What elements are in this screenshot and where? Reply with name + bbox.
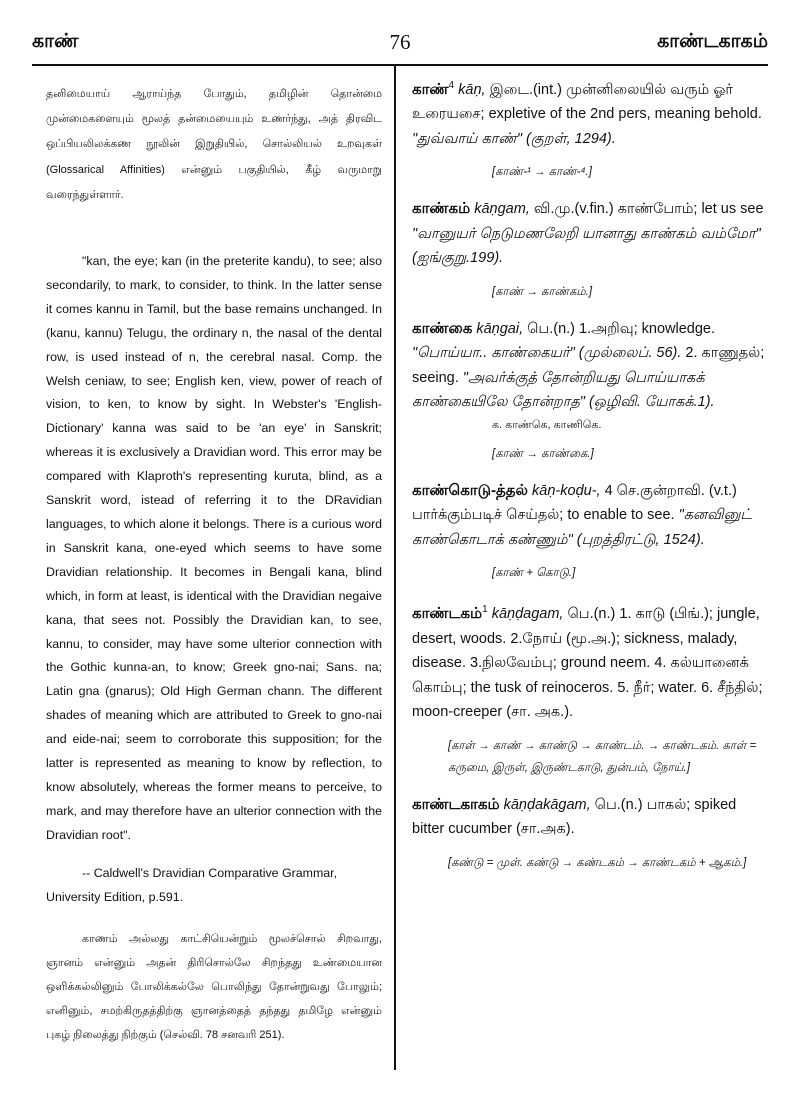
headword: காண் [412,80,449,98]
entry-kaandakaagam [412,793,768,842]
headword: காண்டகம் [412,605,483,623]
cognate-note: க. காண்கெ, காணிகெ. [492,418,602,431]
definition: பெ.(n.) 1.அறிவு; knowledge. [523,320,715,337]
transliteration: kāṇgai, [476,320,524,337]
etymology: [காண் → காண்கம்.] [492,285,593,298]
headword: காண்கம் [412,200,471,218]
definition: பெ.(n.) 1. காடு (பிங்.); jungle, desert, woods. 2.நோய் (மூ.அ.); sickness, malady, disease. 3.நிலவேம்பு; ground neem. 4. கல்யானைக் கொம்பு; the tusk of reinoceros. 5. நீர்; water. 6. சீந்தில்; moon-creeper (சா. அக.). [412,606,763,721]
left-column [46,74,382,1070]
citation-quote: "வானுயர் நெடுமணலேறி யானாது காண்கம் வம்மோ" (ஐங்குறு.199). [412,225,761,267]
homonym-number: 1 [482,604,488,616]
etymology: [காண்-¹ → காண்-⁴.] [492,166,592,179]
citation-quote: "துவ்வாய் காண்" (குறள், 1294). [412,130,616,147]
transliteration: kāṇḍagam, [491,606,564,623]
entry-kaan4 [412,74,768,151]
etymology: [காண் + கொடு.] [492,567,576,580]
headword: காண்டகாகம் [412,795,500,813]
definition: இடை.(int.) முன்னிலையில் வரும் ஓர் உரையசை; expletive of the 2nd pers, meaning behold. [412,81,762,123]
citation-quote-2: "அவர்க்குத் தோன்றியது பொய்யாகக் காண்கையிலே தோன்றாத" (ஒழிவி. யோகக்.1). [412,369,715,411]
citation-quote: "கனவினுட் காண்கொடாக் கண்ணும்" (புறத்திரட்டு, 1524). [412,507,752,548]
quote-citation: -- Caldwell's Dravidian Comparative Grammar, University Edition, p.591. [46,865,338,904]
transliteration: kāṇ, [458,81,486,98]
etymology: [காண் → காண்கை.] [492,447,594,460]
transliteration: kāṇḍakāgam, [503,796,591,813]
column-divider [394,64,396,1070]
header-rule [32,64,768,66]
entry-kaangai [412,317,768,415]
header-right-guide-word: காண்டகாகம் [657,30,768,52]
transliteration: kāṇ-koḍu-, [532,482,601,499]
headword: காண்கை [412,319,473,337]
header-left-guide-word: காண் [32,30,79,52]
right-column [412,74,768,1070]
page-header [32,30,768,62]
definition: பெ.(n.) பாகல்; spiked bitter cucumber (சா.அக). [412,796,737,838]
definition: வி.மு.(v.fin.) காண்போம்; let us see [529,201,764,218]
etymology: [காள் → காண் → காண்டு → காண்டம். → காண்டகம். காள் = கருமை, இருள், இருண்டகாடு, துன்பம், நோய்.] [448,739,757,774]
citation-quote: "பொய்யா.. காண்கையர்" (முல்லைப். 56). [412,345,682,362]
entry-kaandagam1 [412,598,768,724]
transliteration: kāṇgam, [474,201,530,218]
headword: காண்கொடு-த்தல் [412,481,529,499]
page-number: 76 [389,30,411,54]
closing-paragraph: காணம் அல்லது காட்சியென்றும் மூலச்சொல் சிறவாது, ஞானம் என்னும் அதன் திரிசொல்லே சிறந்தது உண்மையான ஒளிக்கல்லினும் போலிக்கல்லே பொலிந்து தோன்றுவது போலும்; எனினும், சமற்கிருதத்திற்கு ஞானத்தைத் தந்தது தமிழே என்னும் புகழ் நிலைத்து நிற்கும் (செல்வி. 78 சனவரி 251). [46,933,382,1042]
etymology: [கண்டு = முள். கண்டு → கண்டகம் → காண்டகம் + ஆகம்.] [448,856,747,869]
definition-2: 2. காணுதல்; seeing. [412,345,765,386]
entry-kaangam [412,197,768,271]
definition: 4 செ.குன்றாவி. (v.t.) பார்க்கும்படிச் செய்தல்; to enable to see. [412,482,737,524]
entry-kaankodu [412,479,768,553]
caldwell-quote: "kan, the eye; kan (in the preterite kandu), to see; also secondarily, to mark, to consider, to think. In the latter sense it comes kannu in Tamil, but the base remains unchanged. In (kanu, kannu) Telugu, the ordinary n, the nasal of the dental row, is used instead of n, the cerebral nasal. Comp. the Welsh ceniaw, to see; English ken, view, power of reach of vision, to ken, to know by sight. In Webster's 'English-Dictionary' kanna was said to be 'an eye' in Sanskrit; whereas it is exclusively a Dravidian word. This error may be compared with Klaproth's representing kuruta, blind, as a Sanskrit word, istead of referring it to the DRavidian languages, to which alone it belongs. There is a curious word in Sanskrit kana, one-eyed which seems to have some Dravidian relationship. It becomes in Bengali kana, blind which, in form at least, is identical with the Dravidian negaive kana, that sees not. Possibly the Dravidian kan, to see, kannu, to consider, may have some ulterior connection with the Gothic kunna-an, to know; Greek gno-nai; Sans. na; Latin gna (gnarus); Old High German chann. The different shades of meaning which are attributed to Greek to gno-nai and eide-nai; seem to corroborate this supposition; for the latter is represented as meaning to know by reflection, to know absolutely, whereas the former means to perceive, to mark, and may therefore have an ulterior connection with the Dravidian root". [46,254,382,842]
homonym-number: 4 [448,80,455,91]
intro-paragraph: தனிமையாய் ஆராய்ந்த போதும், தமிழின் தொன்மை முன்மைகளையும் மூலத் தன்மையையும் உணர்ந்து, அத் திரவிட ஒப்பியலிலக்கண நூலின் இறுதியில், சொல்லியல் உறவுகள் (Glossarical Affinities) என்னும் பகுதியில், கீழ் வருமாறு வரைந்துள்ளார். [46,88,382,201]
